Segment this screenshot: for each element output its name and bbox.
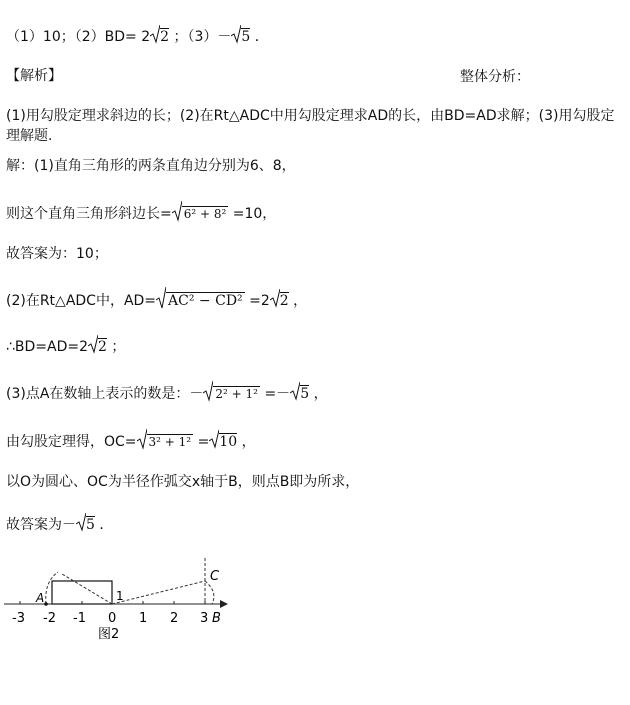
jiexi-heading: 【解析】 (6, 68, 62, 84)
step-2 (6, 200, 276, 228)
arc-B (205, 581, 214, 604)
step-4-mid: =2 (249, 293, 270, 309)
tick-label-neg1: -1 (73, 611, 86, 626)
answer-line (6, 24, 269, 50)
tick-label-2: 2 (170, 611, 179, 626)
tick-label-neg2: -2 (43, 611, 56, 626)
step-5-radicand: 2 (98, 339, 107, 355)
answer-part-1: （1）10；（2）BD= 2 (6, 29, 151, 45)
radical-sign (156, 286, 166, 316)
step-6-suffix: ， (313, 386, 328, 402)
sqrt-2-radical (150, 24, 160, 50)
step-4-suffix: ， (293, 293, 308, 309)
radical-sign (290, 381, 300, 407)
step-7-radicand: 3² + 1² (148, 435, 192, 449)
answer-part-2: ；（3）－ (173, 29, 232, 45)
step-6-mid: =－ (264, 386, 291, 402)
answer-part-3: ． (254, 29, 269, 45)
step-6-prefix: (3)点A在数轴上表示的数是：－ (6, 386, 204, 402)
step-6 (6, 380, 328, 408)
step-4-radicand: AC² − CD² (168, 293, 243, 309)
step-6-radicand-2: 5 (300, 386, 310, 402)
step-1: 解：(1)直角三角形的两条直角边分别为6、8， (6, 158, 296, 174)
step-9 (6, 512, 113, 538)
step-8: 以O为圆心、OC为半径作弧交x轴于B，则点B即为所求， (6, 474, 360, 490)
step-6-radicand: 2² + 1² (215, 387, 258, 401)
unit-rectangle (52, 581, 112, 604)
label-C: C (210, 569, 220, 584)
step-4 (6, 286, 307, 316)
step-4-prefix: (2)在Rt△ADC中，AD= (6, 293, 157, 309)
number-line-figure (0, 552, 240, 652)
overall-analysis-heading: 整体分析： (460, 69, 530, 85)
diagonal-dashed (62, 574, 112, 604)
radical-sign (88, 334, 98, 360)
tick-label-3: 3 (200, 611, 209, 626)
step-7-radicand-2: 10 (219, 434, 238, 450)
step-4-radicand-2: 2 (279, 293, 289, 309)
step-5-suffix: ； (111, 339, 126, 355)
step-7-mid: = (197, 434, 210, 450)
sqrt-5-radical (231, 24, 241, 50)
axis-arrow (220, 600, 228, 608)
label-B: B (212, 611, 221, 626)
tick-label-1: 1 (139, 611, 148, 626)
step-7 (6, 428, 256, 456)
tick-label-0: 0 (108, 611, 117, 626)
radical-sign (76, 512, 86, 538)
answer-radicand-2: 2 (160, 29, 170, 45)
tick-label-neg3: -3 (12, 611, 25, 626)
point-A (44, 602, 48, 606)
radical-sign (172, 200, 182, 228)
label-1: 1 (116, 589, 124, 603)
step-7-suffix: ， (241, 434, 256, 450)
step-5 (6, 334, 125, 360)
radical-sign (270, 288, 280, 314)
radical-sign (203, 380, 213, 408)
radical-sign (137, 428, 147, 456)
label-A: A (36, 591, 45, 605)
analysis-paragraph: (1)用勾股定理求斜边的长；(2)在Rt△ADC中用勾股定理求AD的长，由BD=AD求解；(3)用勾股定理解题. (6, 108, 615, 144)
answer-radicand-5: 5 (241, 29, 251, 45)
step-9-suffix: ． (99, 517, 114, 533)
step-7-prefix: 由勾股定理得，OC= (6, 434, 137, 450)
figure-caption: 图2 (98, 627, 120, 642)
step-9-radicand: 5 (86, 517, 95, 533)
segment-OC (112, 581, 205, 604)
step-3: 故答案为：10； (6, 246, 108, 262)
step-2-prefix: 则这个直角三角形斜边长= (6, 206, 172, 222)
step-9-prefix: 故答案为－ (6, 517, 76, 533)
step-2-suffix: =10， (232, 206, 277, 222)
step-5-prefix: ∴BD=AD=2 (6, 339, 89, 355)
step-2-radicand: 6² + 8² (183, 207, 227, 221)
radical-sign (209, 429, 219, 455)
